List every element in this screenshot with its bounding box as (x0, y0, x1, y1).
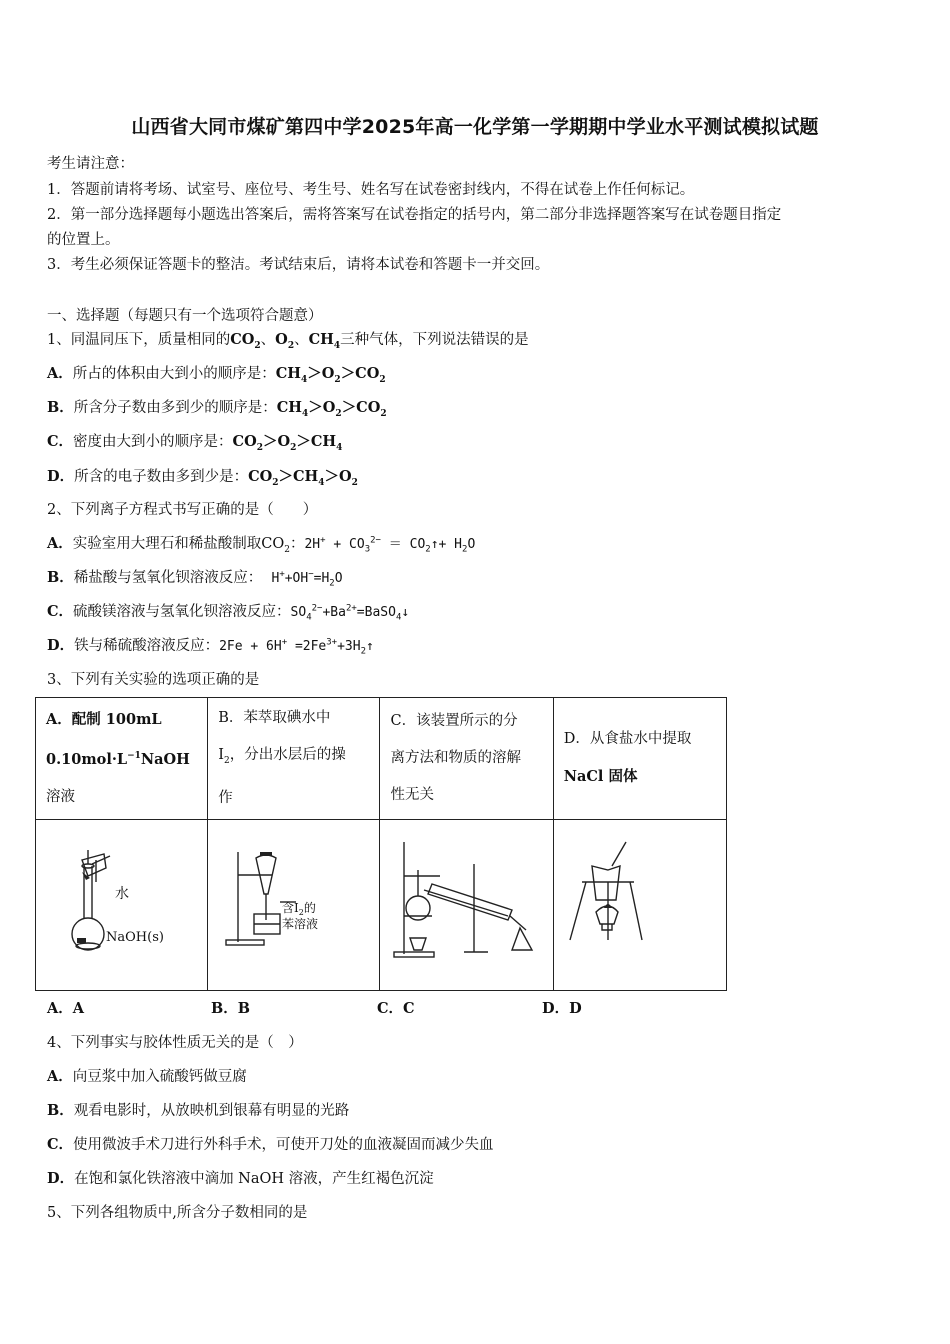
q2-option-c[interactable]: C．硫酸镁溶液与氢氧化钡溶液反应：$SO_4^{2-}+Ba^{2+}=BaSO_4↓$ (47, 603, 410, 623)
notice-item-2-cont: 的位置上。 (47, 232, 120, 248)
q1-option-c[interactable]: C．密度由大到小的顺序是：$CO_2>O_2>CH_4$ (47, 433, 343, 453)
notice-item-3: 3．考生必须保证答题卡的整洁。考试结束后，请将本试卷和答题卡一并交回。 (47, 257, 550, 273)
q4-option-c[interactable]: C．使用微波手术刀进行外科手术，可使开刀处的血液凝固而减少失血 (47, 1136, 494, 1153)
q3-figure-b (208, 820, 380, 991)
q4-option-d[interactable]: D．在饱和氯化铁溶液中滴加 NaOH 溶液，产生红褐色沉淀 (47, 1170, 434, 1187)
q3-option-d[interactable]: D．D (542, 1000, 582, 1017)
q5-stem: 5、下列各组物质中,所含分子数相同的是 (47, 1205, 308, 1221)
fig-a-water-label: 水 (115, 886, 129, 902)
q1-stem: 1、同温同压下，质量相同的$CO_2$、$O_2$、$CH_4$三种气体，下列说法错误的是 (47, 331, 529, 351)
q3-option-c[interactable]: C．C (377, 1000, 415, 1017)
q3-cell-b: B．苯萃取碘水中 $I_2$，分出水层后的操 作 (208, 698, 380, 820)
fig-a-naoh-label: NaOH(s) (106, 930, 164, 945)
q4-option-b[interactable]: B．观看电影时，从放映机到银幕有明显的光路 (47, 1102, 350, 1119)
q1-option-a[interactable]: A．所占的体积由大到小的顺序是：$CH_4>O_2>CO_2$ (47, 365, 386, 385)
q3-figure-c (380, 820, 553, 991)
q3-cell-a: A．配制 100mL $0.10mol\cdot L^{-1}NaOH$ 溶液 (36, 698, 208, 820)
q4-option-a[interactable]: A．向豆浆中加入硫酸钙做豆腐 (47, 1068, 247, 1085)
q3-table (35, 697, 727, 991)
fig-b-label2: 苯溶液 (282, 917, 319, 931)
q3-option-a[interactable]: A．A (47, 1000, 85, 1017)
notice-item-1: 1．答题前请将考场、试室号、座位号、考生号、姓名写在试卷密封线内，不得在试卷上作任何标记。 (47, 182, 695, 198)
section-heading: 一、选择题（每题只有一个选项符合题意） (47, 308, 323, 324)
q2-option-d[interactable]: D．铁与稀硫酸溶液反应：$2Fe + 6H^+ =2Fe^{3+}+3H_2↑$ (47, 637, 374, 657)
q3-cell-d: D．从食盐水中提取 NaCl 固体 (553, 698, 726, 820)
q1-option-d[interactable]: D．所含的电子数由多到少是：$CO_2>CH_4>O_2$ (47, 468, 358, 488)
q2-stem: 2、下列离子方程式书写正确的是（ ） (47, 502, 318, 518)
q3-figure-a (36, 820, 208, 991)
q3-option-b[interactable]: B．B (211, 1000, 251, 1017)
q2-option-b[interactable]: B．稀盐酸与氢氧化钡溶液反应： $H^++OH^-=H_2O$ (47, 569, 343, 589)
notice-item-2: 2．第一部分选择题每小题选出答案后，需将答案写在试卷指定的括号内，第二部分非选择题答案写在试卷题目指定 (47, 207, 782, 223)
q2-option-a[interactable]: A．实验室用大理石和稀盐酸制取$CO_2$：$2H^+ + CO_3^{2-}$ ＝ $CO_2↑+ H_2O$ (47, 535, 476, 555)
q1-option-b[interactable]: B．所含分子数由多到少的顺序是：$CH_4>O_2>CO_2$ (47, 399, 387, 419)
q3-cell-c: C．该装置所示的分 离方法和物质的溶解 性无关 (380, 698, 553, 820)
fig-b-label1b: 的 (304, 901, 317, 915)
q3-stem: 3、下列有关实验的选项正确的是 (47, 672, 260, 688)
svg-text:含I2的: 含$I_2$的 (282, 901, 317, 917)
q4-stem: 4、下列事实与胶体性质无关的是（ ） (47, 1035, 303, 1051)
notice-heading: 考生请注意： (47, 156, 134, 172)
fig-b-label1: 含I (282, 901, 299, 915)
page-title: 山西省大同市煤矿第四中学2025年高一化学第一学期期中学业水平测试模拟试题 (131, 116, 819, 138)
q3-figure-d (553, 820, 726, 991)
